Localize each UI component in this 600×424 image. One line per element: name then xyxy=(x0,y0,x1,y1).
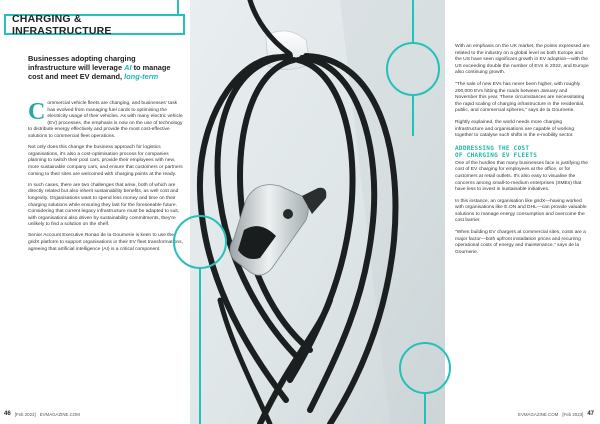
ring-tail-top-right xyxy=(412,96,414,136)
right-paragraph-5: In this instance, an organisation like gridX—having worked with organisations like E.ON and DHL—can provide valuable solutions to manage energy consumption and overcome the cost barrier. xyxy=(455,198,587,224)
intro-standfirst xyxy=(28,54,183,81)
intro-highlight-long-term: long-term xyxy=(124,72,159,81)
left-page-column xyxy=(0,0,190,424)
subheading xyxy=(455,145,590,159)
issue-date-left: [Feb 2023] xyxy=(14,411,36,417)
drop-cap: C xyxy=(28,99,46,125)
intro-highlight-ai: AI xyxy=(124,63,132,72)
ring-connector-top-right xyxy=(412,0,414,42)
decorative-ring-top-right xyxy=(386,42,440,96)
ring-connector-top-left xyxy=(177,0,179,14)
paragraph-1-text: ommercial vehicle fleets are changing, and businesses' task has evolved from managing fuel cards to optimising the electricity usage of their vehicles. As with many electric vehicle (EV) processes, the emphasis is now on the use of technology to distribute energy effectively and provide the most cost-effective solutions to commercial fleet operations. xyxy=(28,101,183,139)
right-paragraph-2: "The sale of new EVs has never been higher, with roughly 200,000 EVs hitting the roads between January and November this year. These circumstances are necessitating the rapid scaling of charging infrastructure in the residential, public, and commercial spheres," says de la Gournerie. xyxy=(455,81,585,114)
decorative-ring-bottom-right xyxy=(399,342,451,394)
subheading-line-1: ADDRESSING THE COST xyxy=(455,144,530,152)
paragraph-4: Senior Account Executive Ronan de la Gournerie is keen to use the gridX platform to support organisations in their EV fleet transformations, agreeing that artificial intelligence (AI) is a critical component. xyxy=(28,233,183,252)
site-name-left: EVMAGAZINE.COM xyxy=(39,411,80,417)
right-paragraph-1: With an emphasis on the UK market, the points expressed are related to the industry on a global level as both Europe and the US have seen significant growth in EV adoption—with the US exceeding double the number of EVs in 2022, and Europe also continuing growth. xyxy=(455,44,590,76)
footer-left xyxy=(4,411,80,417)
ring-tail-bottom-right xyxy=(424,394,426,424)
page-number-right: 47 xyxy=(587,411,594,417)
page-number-left: 46 xyxy=(4,411,11,417)
right-paragraph-6: "When building EV chargers at commercial sites, costs are a major factor—both upfront installation prices and recurring operational costs of energy and maintenance," says de la Gournerie. xyxy=(455,230,586,255)
right-page-column xyxy=(445,0,600,424)
right-article-body xyxy=(455,44,590,261)
decorative-ring-middle-left xyxy=(173,215,227,269)
intro-text-middle: to manage cost and meet EV demand, xyxy=(28,63,171,81)
site-name-right: EVMAGAZINE.COM xyxy=(518,411,559,417)
right-paragraph-4: One of the hurdles that many businesses face is justifying the cost of EV charging for employees at the office, or for customers at retail outlets. It's also easy to visualise the concerns among small-to-medium enterprises (SMEs) that have less to invest in sustainable initiatives. xyxy=(455,160,588,193)
footer-right xyxy=(518,411,594,417)
section-title: CHARGING & INFRASTRUCTURE xyxy=(12,12,112,37)
right-paragraph-3: Rightly explained, the world needs more charging infrastructure and organisations are capable of working together to catalyse such shifts in the e-mobility sector. xyxy=(455,119,575,139)
paragraph-3: In such cases, there are two challenges that arise, both of which are directly related but also inherit sustainability benefits, as well cost and longevity. Organisations want to spend less money and time on their charging solutions while ensuring they last for the foreseeable future. Considering that current legacy infrastructure must be adapted to suit, with organisations also driven by sustainability commitments, they're unlikely to find a solution on the shelf. xyxy=(28,182,180,228)
paragraph-1 xyxy=(28,101,184,141)
section-header xyxy=(4,14,185,35)
issue-date-right: [Feb 2023] xyxy=(562,411,584,417)
left-article-body xyxy=(28,101,184,258)
subheading-line-2: OF CHARGING EV FLEETS xyxy=(455,151,538,159)
intro-text-start: Businesses adopting charging infrastructure will leverage xyxy=(28,54,136,72)
paragraph-2: Not only does this change the business approach for logistics organisations, it's also a cost-optimisation process for companies planning to switch their pool cars, provide their employees with new, more sustainable company cars, and ensure that customers or partners coming to their sites are welcomed with charging points at the ready. xyxy=(28,145,183,177)
ring-tail-middle-left xyxy=(199,269,201,424)
